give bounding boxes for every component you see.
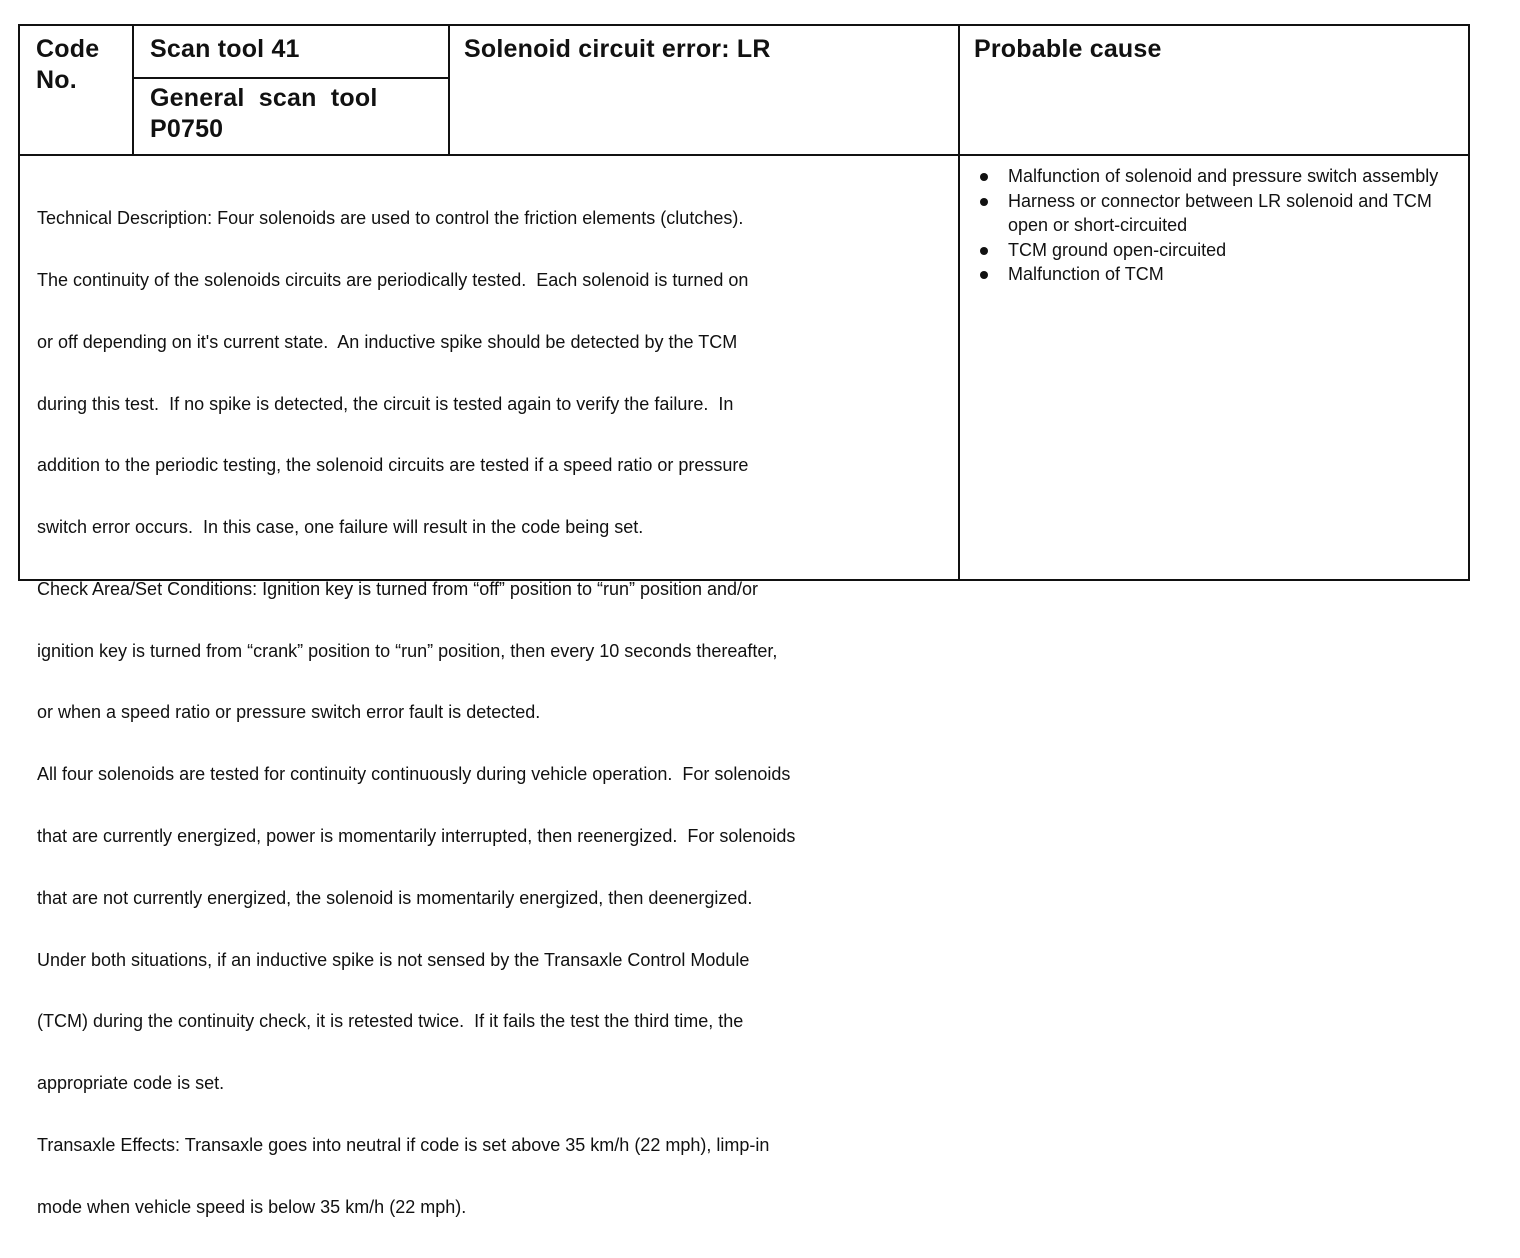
description-line: All four solenoids are tested for continuity continuously during vehicle operation. For solenoids xyxy=(37,764,791,785)
general-scan-line2: P0750 xyxy=(150,115,224,143)
probable-cause-heading: Probable cause xyxy=(974,35,1162,63)
code-label-line1: Code xyxy=(36,35,100,63)
description-line: ignition key is turned from “crank” position to “run” position, then every 10 seconds thereafter, xyxy=(37,640,778,661)
description-line: Transaxle Effects: Transaxle goes into neutral if code is set above 35 km/h (22 mph), limp-in xyxy=(37,1134,770,1155)
code-number-label xyxy=(36,34,130,96)
description-line: mode when vehicle speed is below 35 km/h (22 mph). xyxy=(37,1196,467,1217)
probable-cause-list xyxy=(976,164,1454,287)
divider-scan-tool-column xyxy=(448,26,450,154)
description-line: appropriate code is set. xyxy=(37,1073,225,1094)
description-line: Under both situations, if an inductive spike is not sensed by the Transaxle Control Module xyxy=(37,949,750,970)
description-line: The continuity of the solenoids circuits are periodically tested. Each solenoid is turned on xyxy=(37,269,749,290)
probable-cause-item xyxy=(976,189,1454,238)
probable-cause-text: Malfunction of solenoid and pressure switch assembly xyxy=(1008,166,1439,186)
description-line: that are currently energized, power is momentarily interrupted, then reenergized. For solenoids xyxy=(37,826,796,846)
technical-description xyxy=(37,167,952,1258)
probable-cause-text: Harness or connector between LR solenoid and TCM open or short-circuited xyxy=(1008,190,1432,235)
description-line: Check Area/Set Conditions: Ignition key is turned from “off” position to “run” position and/or xyxy=(37,578,759,599)
bullet-icon xyxy=(980,198,988,206)
general-scan-line1: General scan tool xyxy=(150,84,378,112)
bullet-icon xyxy=(980,247,988,255)
divider-scan-tool-rows xyxy=(132,77,450,79)
description-line: or off depending on it's current state. An inductive spike should be detected by the TCM xyxy=(37,331,738,352)
code-label-line2: No. xyxy=(36,66,77,94)
bullet-icon xyxy=(980,271,988,279)
probable-cause-text: TCM ground open-circuited xyxy=(1008,239,1227,260)
description-line: switch error occurs. In this case, one failure will result in the code being set. xyxy=(37,517,644,538)
probable-cause-item xyxy=(976,164,1454,189)
probable-cause-item xyxy=(976,238,1454,263)
divider-code-column xyxy=(132,26,134,154)
description-line: that are not currently energized, the solenoid is momentarily energized, then deenergized. xyxy=(37,887,753,908)
description-line: addition to the periodic testing, the solenoid circuits are tested if a speed ratio or pressure xyxy=(37,455,749,476)
description-line: Technical Description: Four solenoids are used to control the friction elements (clutches). xyxy=(37,208,744,229)
probable-cause-text: Malfunction of TCM xyxy=(1008,264,1164,284)
divider-header-body xyxy=(20,154,1470,156)
scan-tool-code: Scan tool 41 xyxy=(150,35,300,63)
probable-cause-item xyxy=(976,262,1454,287)
description-line: or when a speed ratio or pressure switch error fault is detected. xyxy=(37,702,541,723)
bullet-icon xyxy=(980,173,988,181)
diagnostic-code-table xyxy=(18,24,1470,1217)
description-line: (TCM) during the continuity check, it is retested twice. If it fails the test the third time, the xyxy=(37,1011,744,1032)
general-scan-tool-code xyxy=(150,83,440,145)
error-title: Solenoid circuit error: LR xyxy=(464,35,771,63)
divider-probable-cause-column xyxy=(958,26,960,581)
description-line: during this test. If no spike is detected, the circuit is tested again to verify the failure. In xyxy=(37,393,734,414)
